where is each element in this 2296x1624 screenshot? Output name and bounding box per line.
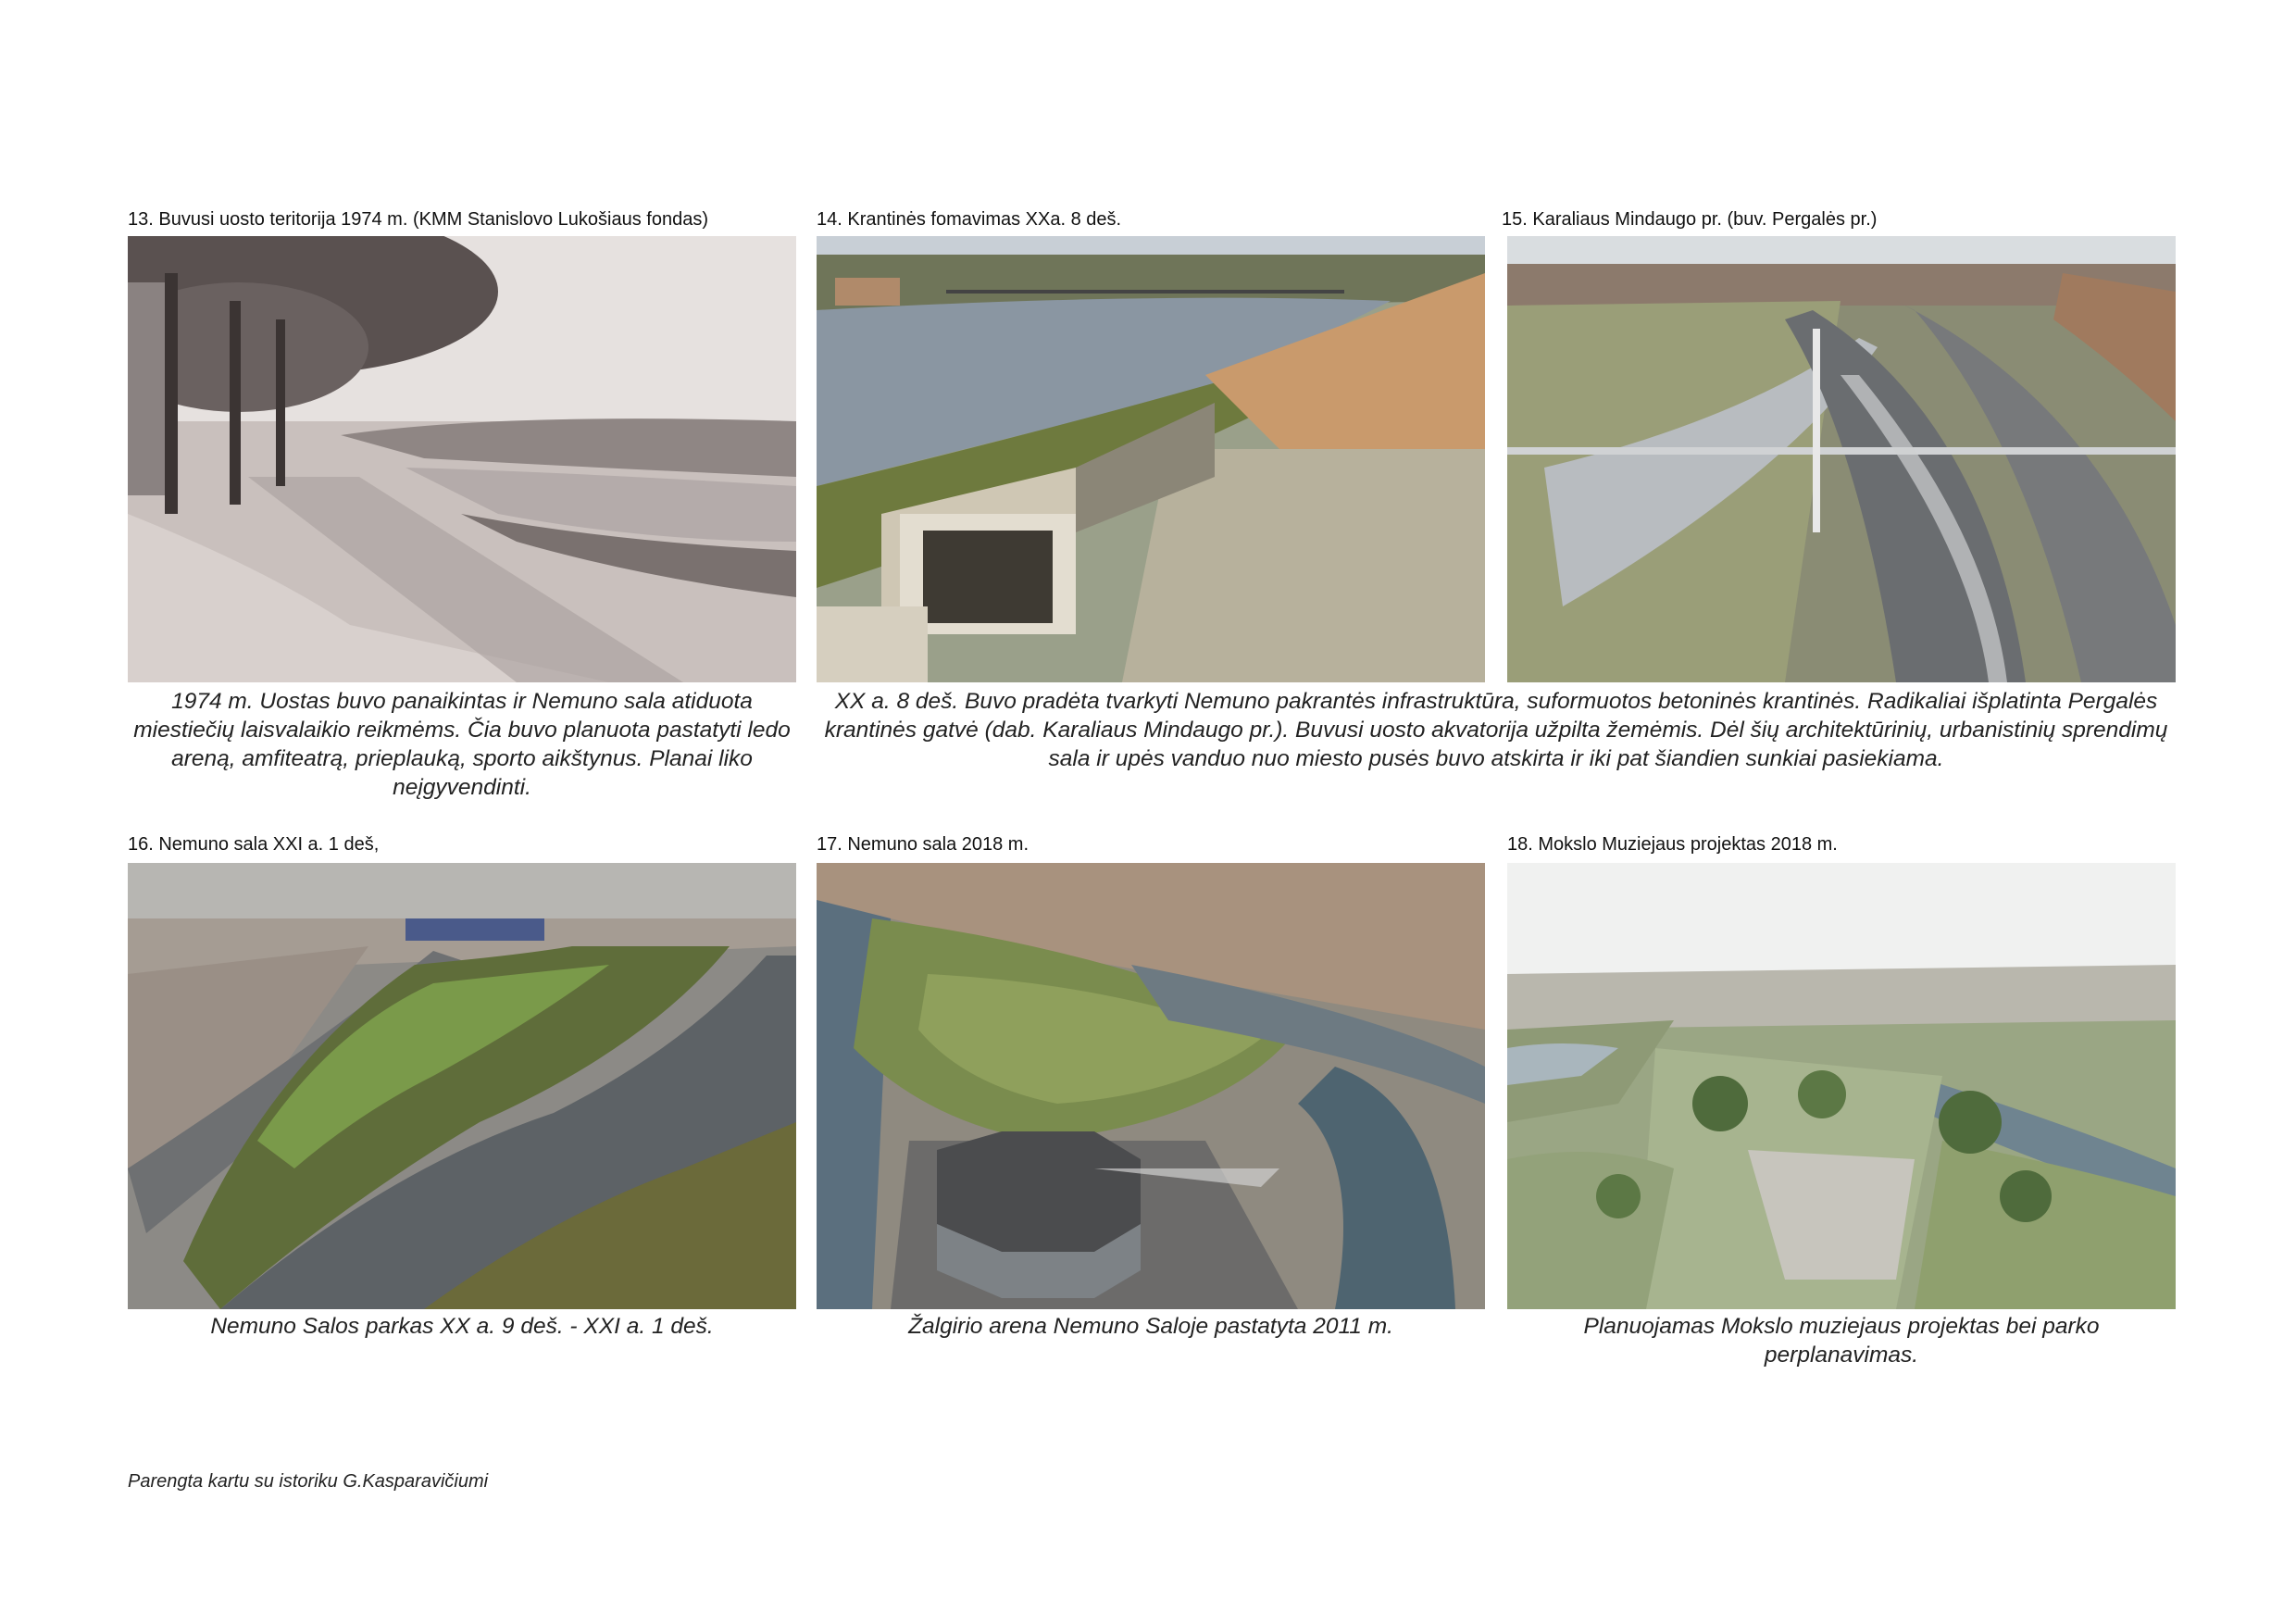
figure-14-15-caption: XX a. 8 deš. Buvo pradėta tvarkyti Nemuno pakrantės infrastruktūra, suformuotos betoninės krantinės. Radikaliai išplatinta Pergalės krantinės gatvė (dab. Karaliaus Mindaugo pr.). Buvusi uosto akvatorija užpilta žemėmis. Dėl šių architektūrinių, urbanistinių sprendimų sala ir upės vanduo nuo miesto pusės buvo atskirta ir iki pat šiandien sunkiai pasiekiama.: [824, 689, 2168, 771]
island-aerial-photo-2018: [817, 863, 1485, 1309]
figure-13-label: 13. Buvusi uosto teritorija 1974 m. (KMM Stanislovo Lukošiaus fondas): [128, 209, 708, 230]
figure-17-label: 17. Nemuno sala 2018 m.: [817, 834, 1029, 855]
credit-note: Parengta kartu su istoriku G.Kasparavičiumi: [128, 1471, 489, 1492]
figure-18-label: 18. Mokslo Muziejaus projektas 2018 m.: [1507, 834, 1838, 855]
figure-17-caption: Žalgirio arena Nemuno Saloje pastatyta 2011 m.: [908, 1314, 1393, 1339]
figure-18-caption: Planuojamas Mokslo muziejaus projektas bei parko perplanavimas.: [1583, 1314, 2100, 1368]
figure-16-caption: Nemuno Salos parkas XX a. 9 deš. - XXI a. 1 deš.: [210, 1314, 714, 1339]
island-aerial-photo-2000s: [128, 863, 796, 1309]
embankment-construction-photo: [817, 236, 1485, 682]
figure-16-label: 16. Nemuno sala XXI a. 1 deš,: [128, 834, 380, 855]
figure-13-caption: 1974 m. Uostas buvo panaikintas ir Nemuno sala atiduota miestiečių laisvalaikio reikmėms. Čia buvo planuota pastatyti ledo areną, amfiteatrą, prieplauką, sporto aikštynus. Planai liko neįgyvendinti.: [133, 689, 791, 800]
figure-15-label: 15. Karaliaus Mindaugo pr. (buv. Pergalės pr.): [1502, 209, 1878, 230]
avenue-and-bridge-photo: [1507, 236, 2176, 682]
science-museum-rendering: [1507, 863, 2176, 1309]
figure-14-label: 14. Krantinės fomavimas XXa. 8 deš.: [817, 209, 1122, 230]
historic-riverbank-photo: [128, 236, 796, 682]
